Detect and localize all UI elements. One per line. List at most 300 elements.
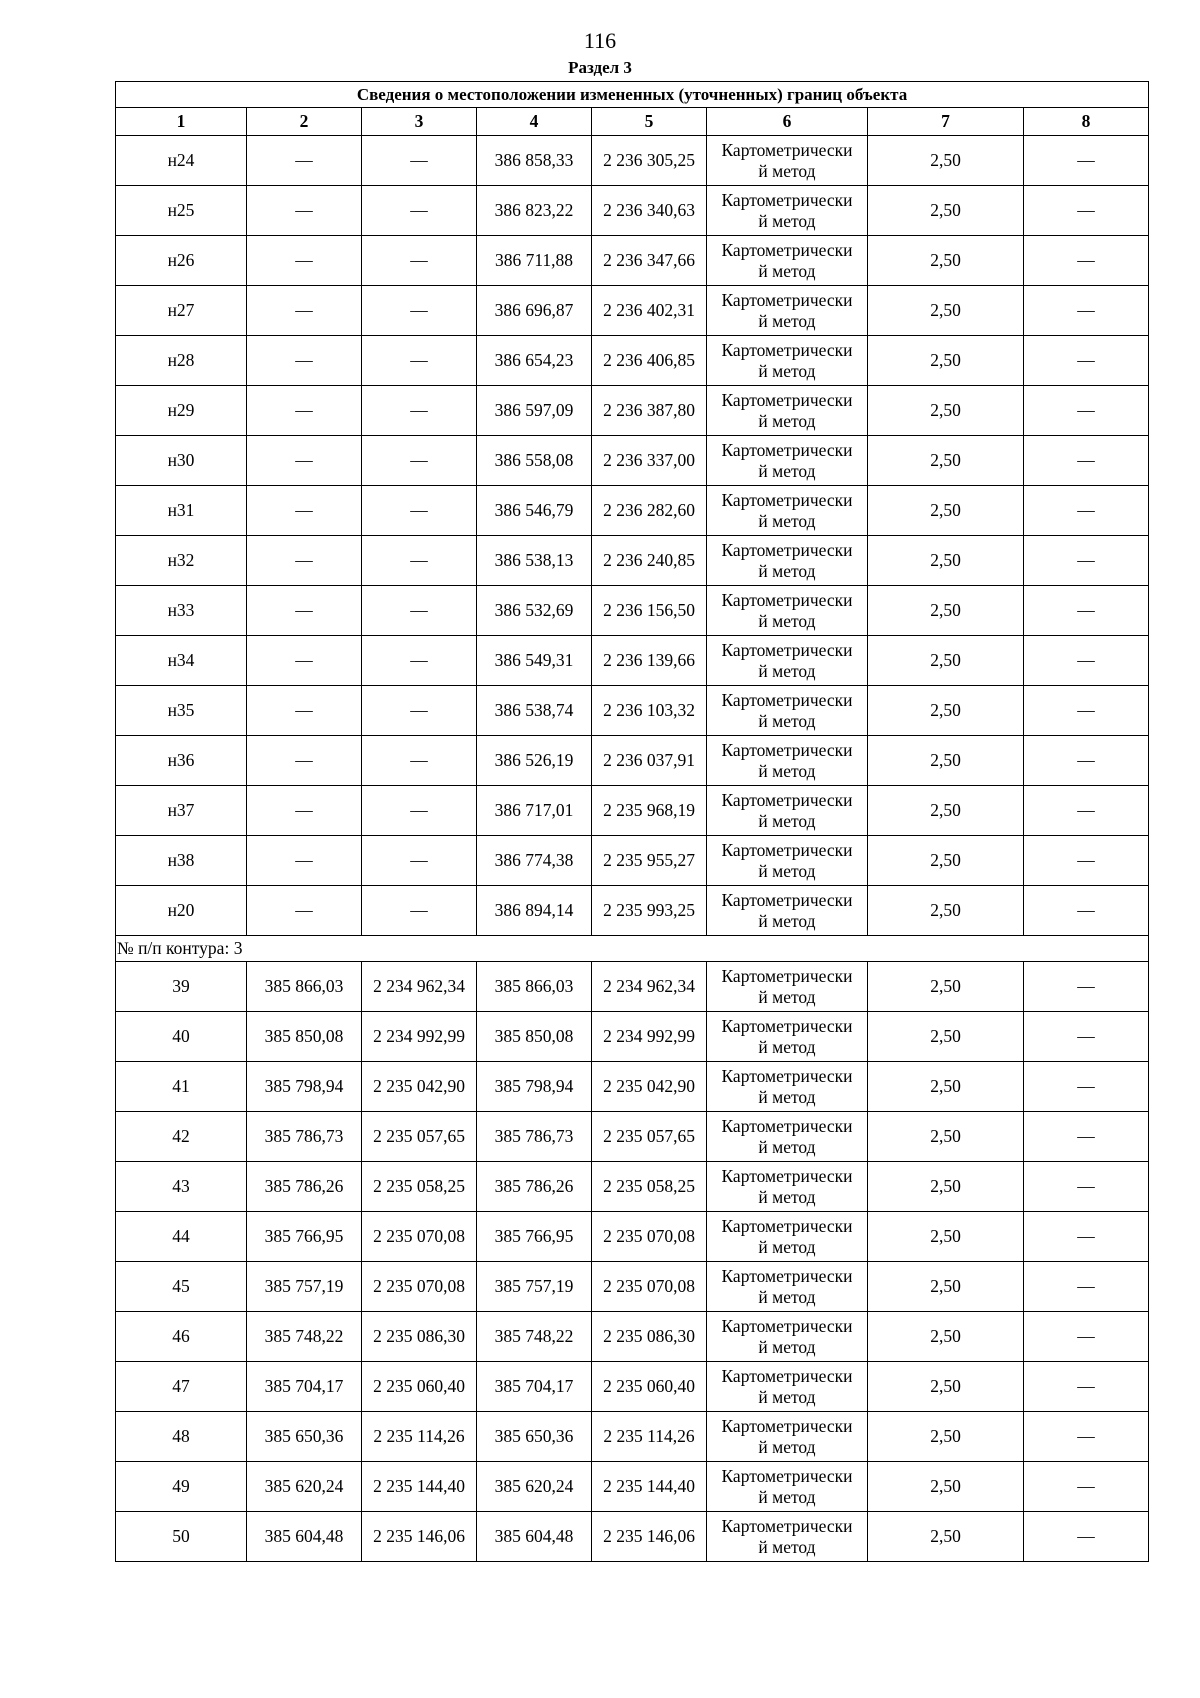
description-cell: — (1024, 436, 1149, 486)
method-text-line: Картометрически (721, 289, 853, 310)
description-cell: — (1024, 686, 1149, 736)
point-number-cell: 40 (116, 1012, 247, 1062)
method-text-line: й метод (758, 1286, 816, 1307)
new-y-cell: 2 235 146,06 (592, 1512, 707, 1562)
description-cell: — (1024, 586, 1149, 636)
method-text-line: й метод (758, 1186, 816, 1207)
point-number-cell: 45 (116, 1262, 247, 1312)
table-row (116, 886, 1149, 936)
existing-x-cell: 385 850,08 (247, 1012, 362, 1062)
accuracy-cell: 2,50 (868, 436, 1024, 486)
new-y-cell: 2 236 103,32 (592, 686, 707, 736)
existing-x-cell: — (247, 536, 362, 586)
method-text-line: й метод (758, 410, 816, 431)
method-cell (707, 886, 868, 936)
new-x-cell: 386 696,87 (477, 286, 592, 336)
contour-label: № п/п контура: 3 (116, 936, 1149, 962)
new-y-cell: 2 235 060,40 (592, 1362, 707, 1412)
table-row (116, 962, 1149, 1012)
new-x-cell: 385 650,36 (477, 1412, 592, 1462)
existing-x-cell: — (247, 436, 362, 486)
method-text-line: й метод (758, 710, 816, 731)
new-y-cell: 2 235 968,19 (592, 786, 707, 836)
description-cell: — (1024, 336, 1149, 386)
description-cell: — (1024, 1162, 1149, 1212)
description-cell: — (1024, 1212, 1149, 1262)
column-header: 7 (868, 108, 1024, 136)
accuracy-cell: 2,50 (868, 836, 1024, 886)
description-cell: — (1024, 1462, 1149, 1512)
point-number-cell: н37 (116, 786, 247, 836)
method-text-line: й метод (758, 1386, 816, 1407)
method-text-line: Картометрически (721, 1215, 853, 1236)
description-cell: — (1024, 836, 1149, 886)
description-cell: — (1024, 186, 1149, 236)
existing-x-cell: 385 650,36 (247, 1412, 362, 1462)
method-text-line: й метод (758, 160, 816, 181)
method-text-line: Картометрически (721, 539, 853, 560)
column-header: 4 (477, 108, 592, 136)
new-x-cell: 386 538,74 (477, 686, 592, 736)
point-number-cell: н26 (116, 236, 247, 286)
description-cell: — (1024, 636, 1149, 686)
new-y-cell: 2 235 086,30 (592, 1312, 707, 1362)
table-row (116, 1512, 1149, 1562)
point-number-cell: 42 (116, 1112, 247, 1162)
method-text-line: й метод (758, 510, 816, 531)
method-cell (707, 586, 868, 636)
existing-x-cell: 385 766,95 (247, 1212, 362, 1262)
table-row (116, 136, 1149, 186)
method-text-line: Картометрически (721, 689, 853, 710)
method-cell (707, 962, 868, 1012)
method-cell (707, 736, 868, 786)
point-number-cell: 50 (116, 1512, 247, 1562)
existing-x-cell: 385 620,24 (247, 1462, 362, 1512)
table-row (116, 536, 1149, 586)
accuracy-cell: 2,50 (868, 1012, 1024, 1062)
page-number: 116 (583, 28, 617, 53)
existing-y-cell: 2 235 070,08 (362, 1262, 477, 1312)
existing-y-cell: — (362, 736, 477, 786)
new-x-cell: 386 546,79 (477, 486, 592, 536)
existing-y-cell: — (362, 236, 477, 286)
method-cell (707, 1362, 868, 1412)
existing-x-cell: — (247, 136, 362, 186)
existing-y-cell: — (362, 886, 477, 936)
table-caption: Сведения о местоположении измененных (уточненных) границ объекта (116, 82, 1149, 108)
boundary-coordinates-table (115, 81, 1149, 1562)
method-text-line: Картометрически (721, 139, 853, 160)
section-title: Раздел 3 (568, 58, 632, 77)
description-cell: — (1024, 136, 1149, 186)
accuracy-cell: 2,50 (868, 786, 1024, 836)
description-cell: — (1024, 486, 1149, 536)
method-text-line: Картометрически (721, 1515, 853, 1536)
method-text-line: й метод (758, 1536, 816, 1557)
method-text-line: Картометрически (721, 239, 853, 260)
table-row (116, 1162, 1149, 1212)
method-text-line: й метод (758, 1486, 816, 1507)
existing-x-cell: 385 604,48 (247, 1512, 362, 1562)
existing-y-cell: 2 235 058,25 (362, 1162, 477, 1212)
method-cell (707, 336, 868, 386)
new-x-cell: 386 538,13 (477, 536, 592, 586)
method-text-line: й метод (758, 310, 816, 331)
new-y-cell: 2 235 058,25 (592, 1162, 707, 1212)
method-text-line: й метод (758, 660, 816, 681)
method-cell (707, 136, 868, 186)
method-text-line: й метод (758, 460, 816, 481)
existing-y-cell: — (362, 836, 477, 886)
new-x-cell: 385 798,94 (477, 1062, 592, 1112)
new-y-cell: 2 235 057,65 (592, 1112, 707, 1162)
point-number-cell: 39 (116, 962, 247, 1012)
method-cell (707, 436, 868, 486)
method-text-line: й метод (758, 986, 816, 1007)
description-cell: — (1024, 1012, 1149, 1062)
accuracy-cell: 2,50 (868, 486, 1024, 536)
method-text-line: Картометрически (721, 1115, 853, 1136)
new-x-cell: 385 620,24 (477, 1462, 592, 1512)
method-cell (707, 1512, 868, 1562)
point-number-cell: 44 (116, 1212, 247, 1262)
new-y-cell: 2 235 955,27 (592, 836, 707, 886)
existing-y-cell: — (362, 286, 477, 336)
contour-row (116, 936, 1149, 962)
accuracy-cell: 2,50 (868, 1462, 1024, 1512)
table-row (116, 736, 1149, 786)
point-number-cell: 47 (116, 1362, 247, 1412)
table-row (116, 1362, 1149, 1412)
method-text-line: Картометрически (721, 1015, 853, 1036)
method-cell (707, 1012, 868, 1062)
column-header: 5 (592, 108, 707, 136)
method-text-line: Картометрически (721, 489, 853, 510)
existing-x-cell: 385 704,17 (247, 1362, 362, 1412)
point-number-cell: 46 (116, 1312, 247, 1362)
method-cell (707, 1262, 868, 1312)
description-cell: — (1024, 736, 1149, 786)
column-header: 6 (707, 108, 868, 136)
existing-x-cell: — (247, 336, 362, 386)
new-y-cell: 2 236 156,50 (592, 586, 707, 636)
accuracy-cell: 2,50 (868, 686, 1024, 736)
existing-y-cell: 2 235 146,06 (362, 1512, 477, 1562)
new-y-cell: 2 234 962,34 (592, 962, 707, 1012)
method-cell (707, 1212, 868, 1262)
table-row (116, 486, 1149, 536)
accuracy-cell: 2,50 (868, 536, 1024, 586)
method-text-line: й метод (758, 210, 816, 231)
table-row (116, 186, 1149, 236)
description-cell: — (1024, 1312, 1149, 1362)
existing-x-cell: — (247, 636, 362, 686)
new-y-cell: 2 236 305,25 (592, 136, 707, 186)
method-text-line: Картометрически (721, 189, 853, 210)
point-number-cell: 43 (116, 1162, 247, 1212)
new-x-cell: 386 823,22 (477, 186, 592, 236)
description-cell: — (1024, 536, 1149, 586)
description-cell: — (1024, 286, 1149, 336)
accuracy-cell: 2,50 (868, 636, 1024, 686)
table-row (116, 586, 1149, 636)
method-text-line: Картометрически (721, 1415, 853, 1436)
description-cell: — (1024, 1062, 1149, 1112)
table-row (116, 686, 1149, 736)
existing-x-cell: — (247, 186, 362, 236)
point-number-cell: н34 (116, 636, 247, 686)
method-cell (707, 486, 868, 536)
new-x-cell: 385 604,48 (477, 1512, 592, 1562)
method-text-line: й метод (758, 1336, 816, 1357)
point-number-cell: н27 (116, 286, 247, 336)
table-row (116, 1012, 1149, 1062)
accuracy-cell: 2,50 (868, 1362, 1024, 1412)
new-x-cell: 385 766,95 (477, 1212, 592, 1262)
method-text-line: й метод (758, 360, 816, 381)
method-text-line: Картометрически (721, 889, 853, 910)
existing-x-cell: — (247, 686, 362, 736)
method-cell (707, 1412, 868, 1462)
accuracy-cell: 2,50 (868, 136, 1024, 186)
table-row (116, 236, 1149, 286)
method-cell (707, 1312, 868, 1362)
existing-x-cell: — (247, 386, 362, 436)
accuracy-cell: 2,50 (868, 1312, 1024, 1362)
existing-x-cell: — (247, 836, 362, 886)
accuracy-cell: 2,50 (868, 386, 1024, 436)
accuracy-cell: 2,50 (868, 336, 1024, 386)
method-text-line: Картометрически (721, 589, 853, 610)
existing-x-cell: — (247, 286, 362, 336)
table-row (116, 1062, 1149, 1112)
method-text-line: й метод (758, 560, 816, 581)
method-cell (707, 536, 868, 586)
table-row (116, 286, 1149, 336)
method-text-line: й метод (758, 810, 816, 831)
existing-y-cell: 2 235 070,08 (362, 1212, 477, 1262)
existing-y-cell: — (362, 536, 477, 586)
point-number-cell: 48 (116, 1412, 247, 1462)
method-cell (707, 236, 868, 286)
existing-y-cell: — (362, 636, 477, 686)
existing-x-cell: — (247, 886, 362, 936)
table-row (116, 436, 1149, 486)
existing-y-cell: 2 234 992,99 (362, 1012, 477, 1062)
method-text-line: Картометрически (721, 639, 853, 660)
method-text-line: й метод (758, 1136, 816, 1157)
column-header: 1 (116, 108, 247, 136)
table-row (116, 836, 1149, 886)
point-number-cell: н31 (116, 486, 247, 536)
table-row (116, 1412, 1149, 1462)
table-row (116, 1462, 1149, 1512)
method-cell (707, 1062, 868, 1112)
point-number-cell: н38 (116, 836, 247, 886)
method-text-line: Картометрически (721, 1465, 853, 1486)
point-number-cell: н30 (116, 436, 247, 486)
method-text-line: Картометрически (721, 1315, 853, 1336)
accuracy-cell: 2,50 (868, 886, 1024, 936)
table-row (116, 1112, 1149, 1162)
new-y-cell: 2 236 337,00 (592, 436, 707, 486)
existing-x-cell: — (247, 236, 362, 286)
new-y-cell: 2 236 282,60 (592, 486, 707, 536)
method-text-line: Картометрически (721, 1065, 853, 1086)
new-x-cell: 386 711,88 (477, 236, 592, 286)
existing-x-cell: 385 786,73 (247, 1112, 362, 1162)
description-cell: — (1024, 1112, 1149, 1162)
existing-x-cell: — (247, 486, 362, 536)
method-cell (707, 186, 868, 236)
table-row (116, 1212, 1149, 1262)
point-number-cell: н32 (116, 536, 247, 586)
new-y-cell: 2 235 144,40 (592, 1462, 707, 1512)
new-y-cell: 2 236 387,80 (592, 386, 707, 436)
method-text-line: й метод (758, 910, 816, 931)
existing-y-cell: — (362, 436, 477, 486)
new-x-cell: 386 558,08 (477, 436, 592, 486)
description-cell: — (1024, 1362, 1149, 1412)
method-text-line: Картометрически (721, 839, 853, 860)
existing-y-cell: 2 235 144,40 (362, 1462, 477, 1512)
method-text-line: й метод (758, 1436, 816, 1457)
accuracy-cell: 2,50 (868, 1162, 1024, 1212)
method-text-line: Картометрически (721, 965, 853, 986)
method-cell (707, 286, 868, 336)
method-text-line: Картометрически (721, 439, 853, 460)
method-cell (707, 836, 868, 886)
existing-y-cell: 2 235 060,40 (362, 1362, 477, 1412)
method-text-line: й метод (758, 610, 816, 631)
table-header-row (116, 108, 1149, 136)
existing-y-cell: 2 235 057,65 (362, 1112, 477, 1162)
new-x-cell: 385 748,22 (477, 1312, 592, 1362)
accuracy-cell: 2,50 (868, 286, 1024, 336)
accuracy-cell: 2,50 (868, 736, 1024, 786)
existing-x-cell: 385 798,94 (247, 1062, 362, 1112)
table-row (116, 336, 1149, 386)
new-x-cell: 386 774,38 (477, 836, 592, 886)
new-y-cell: 2 236 347,66 (592, 236, 707, 286)
method-text-line: й метод (758, 760, 816, 781)
existing-y-cell: 2 235 114,26 (362, 1412, 477, 1462)
method-cell (707, 1462, 868, 1512)
existing-y-cell: 2 234 962,34 (362, 962, 477, 1012)
new-x-cell: 385 866,03 (477, 962, 592, 1012)
existing-x-cell: — (247, 786, 362, 836)
existing-y-cell: — (362, 186, 477, 236)
description-cell: — (1024, 886, 1149, 936)
description-cell: — (1024, 786, 1149, 836)
point-number-cell: н28 (116, 336, 247, 386)
existing-y-cell: 2 235 042,90 (362, 1062, 477, 1112)
new-x-cell: 386 526,19 (477, 736, 592, 786)
point-number-cell: 41 (116, 1062, 247, 1112)
new-x-cell: 385 704,17 (477, 1362, 592, 1412)
method-text-line: й метод (758, 1036, 816, 1057)
method-text-line: Картометрически (721, 1165, 853, 1186)
new-x-cell: 386 654,23 (477, 336, 592, 386)
accuracy-cell: 2,50 (868, 1112, 1024, 1162)
table-row (116, 1312, 1149, 1362)
description-cell: — (1024, 962, 1149, 1012)
accuracy-cell: 2,50 (868, 1512, 1024, 1562)
column-header: 2 (247, 108, 362, 136)
description-cell: — (1024, 236, 1149, 286)
method-text-line: Картометрически (721, 339, 853, 360)
new-y-cell: 2 234 992,99 (592, 1012, 707, 1062)
table-caption-row (116, 82, 1149, 108)
method-cell (707, 386, 868, 436)
existing-y-cell: — (362, 336, 477, 386)
method-cell (707, 686, 868, 736)
new-y-cell: 2 236 240,85 (592, 536, 707, 586)
method-text-line: й метод (758, 860, 816, 881)
new-x-cell: 385 786,73 (477, 1112, 592, 1162)
new-y-cell: 2 236 139,66 (592, 636, 707, 686)
method-cell (707, 1112, 868, 1162)
table-row (116, 786, 1149, 836)
existing-y-cell: — (362, 586, 477, 636)
new-y-cell: 2 236 340,63 (592, 186, 707, 236)
existing-x-cell: 385 786,26 (247, 1162, 362, 1212)
table-row (116, 636, 1149, 686)
new-y-cell: 2 235 114,26 (592, 1412, 707, 1462)
column-header: 3 (362, 108, 477, 136)
description-cell: — (1024, 386, 1149, 436)
point-number-cell: н33 (116, 586, 247, 636)
table-row (116, 1262, 1149, 1312)
new-x-cell: 385 786,26 (477, 1162, 592, 1212)
new-y-cell: 2 236 402,31 (592, 286, 707, 336)
table-row (116, 386, 1149, 436)
new-y-cell: 2 235 070,08 (592, 1262, 707, 1312)
accuracy-cell: 2,50 (868, 186, 1024, 236)
accuracy-cell: 2,50 (868, 962, 1024, 1012)
accuracy-cell: 2,50 (868, 236, 1024, 286)
point-number-cell: н20 (116, 886, 247, 936)
existing-y-cell: — (362, 686, 477, 736)
accuracy-cell: 2,50 (868, 1262, 1024, 1312)
point-number-cell: 49 (116, 1462, 247, 1512)
new-x-cell: 386 597,09 (477, 386, 592, 436)
existing-x-cell: — (247, 736, 362, 786)
existing-x-cell: 385 866,03 (247, 962, 362, 1012)
method-text-line: Картометрически (721, 739, 853, 760)
new-x-cell: 385 850,08 (477, 1012, 592, 1062)
method-cell (707, 1162, 868, 1212)
method-text-line: й метод (758, 260, 816, 281)
method-text-line: й метод (758, 1086, 816, 1107)
point-number-cell: н25 (116, 186, 247, 236)
new-y-cell: 2 235 993,25 (592, 886, 707, 936)
existing-y-cell: 2 235 086,30 (362, 1312, 477, 1362)
new-x-cell: 386 549,31 (477, 636, 592, 686)
existing-x-cell: — (247, 586, 362, 636)
method-text-line: Картометрически (721, 1365, 853, 1386)
existing-x-cell: 385 757,19 (247, 1262, 362, 1312)
description-cell: — (1024, 1512, 1149, 1562)
new-y-cell: 2 236 037,91 (592, 736, 707, 786)
method-cell (707, 636, 868, 686)
new-y-cell: 2 236 406,85 (592, 336, 707, 386)
new-x-cell: 386 894,14 (477, 886, 592, 936)
point-number-cell: н36 (116, 736, 247, 786)
new-x-cell: 386 532,69 (477, 586, 592, 636)
new-x-cell: 385 757,19 (477, 1262, 592, 1312)
